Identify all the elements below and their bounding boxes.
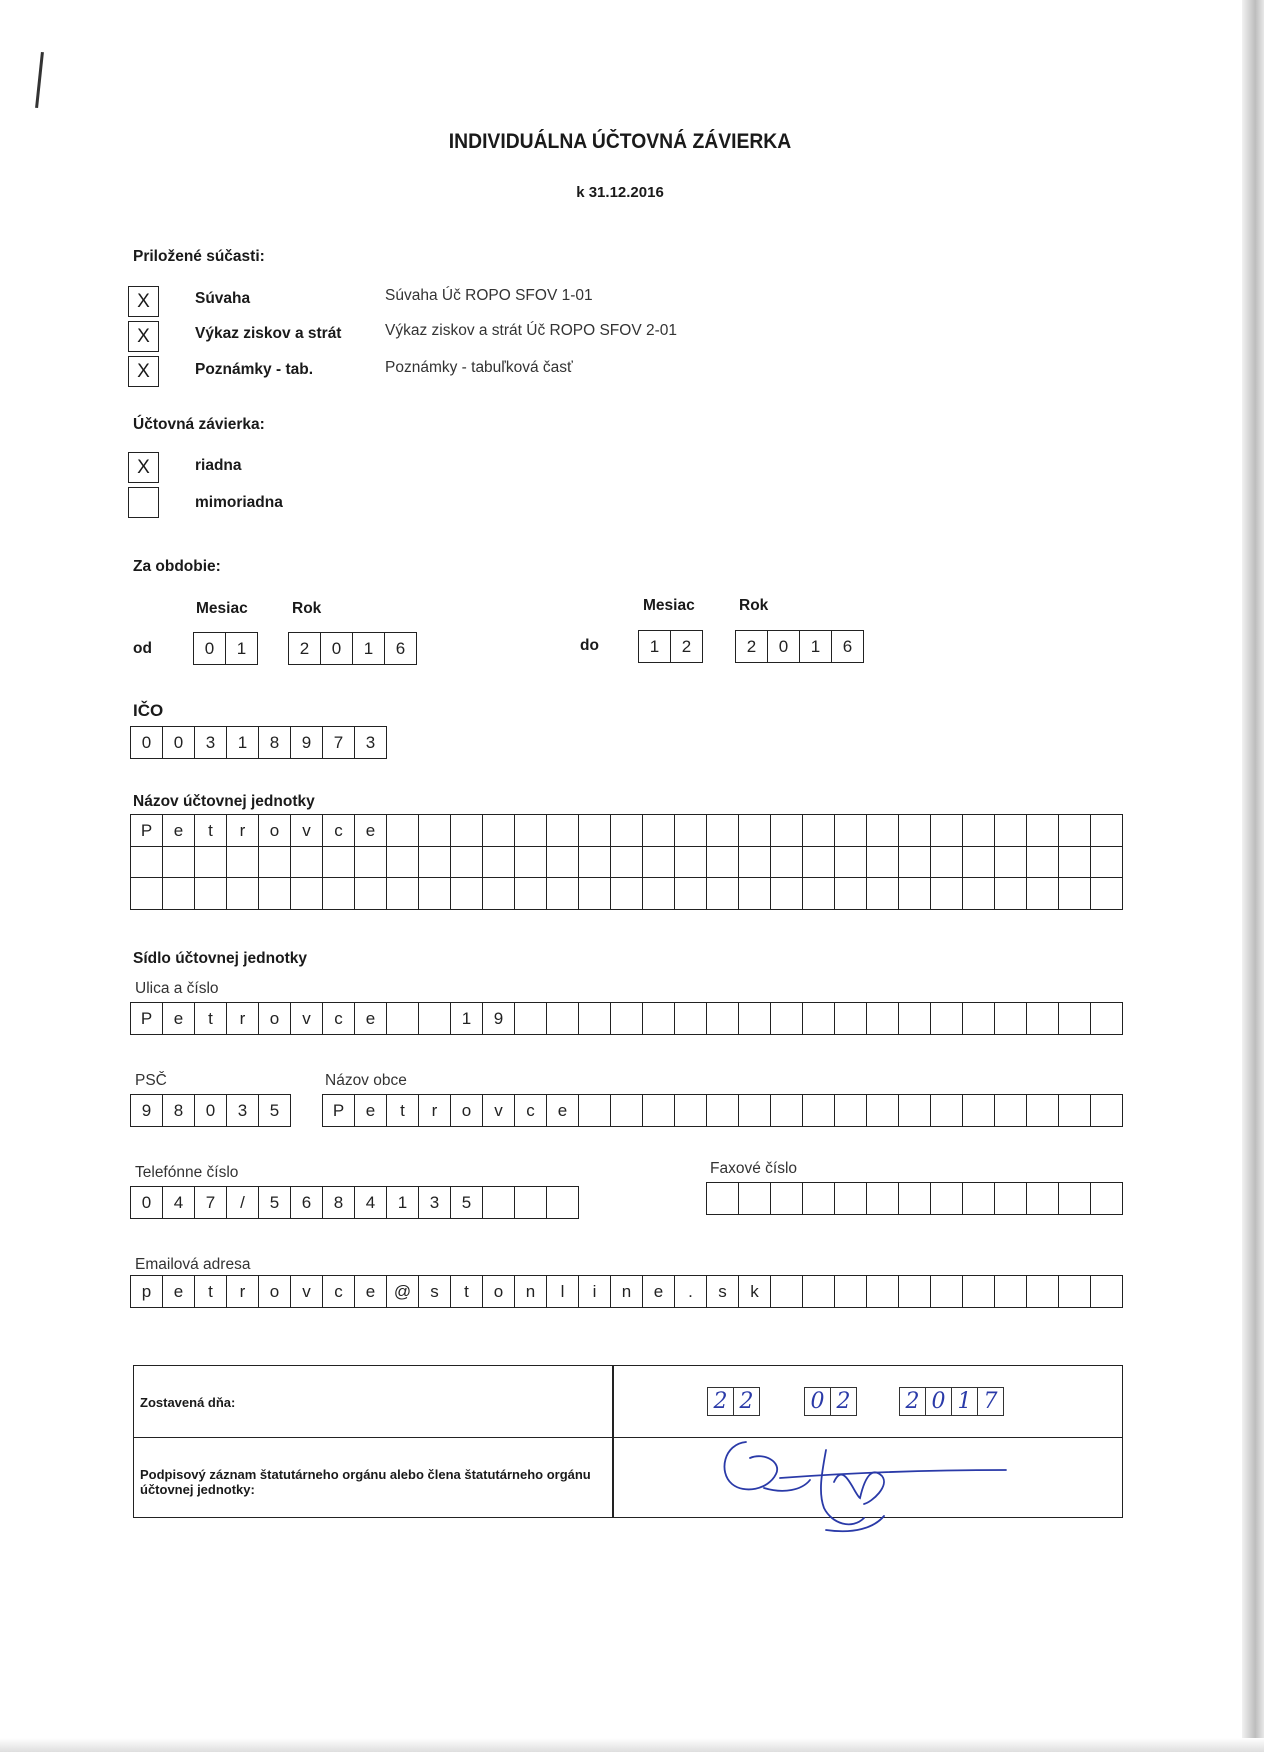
cell	[899, 1003, 931, 1035]
od-rok-field[interactable]	[288, 632, 417, 665]
fax-label: Faxové číslo	[710, 1160, 798, 1177]
cell: r	[227, 1003, 259, 1035]
cell	[931, 1183, 963, 1215]
cell	[419, 815, 451, 847]
cell: 0	[131, 1187, 163, 1219]
cell: 3	[195, 727, 227, 759]
cell	[1091, 1003, 1123, 1035]
cell	[771, 1276, 803, 1308]
signature-table-divider	[612, 1366, 614, 1517]
obec-field[interactable]	[322, 1094, 1123, 1127]
scan-edge-right	[1242, 0, 1264, 1752]
checkbox-poznamky[interactable]: X	[128, 356, 159, 387]
cell: c	[323, 815, 355, 847]
cell	[1027, 1003, 1059, 1035]
checkbox-mimoriadna[interactable]	[128, 487, 159, 518]
cell	[1059, 1003, 1091, 1035]
cell	[995, 846, 1027, 878]
cell	[547, 815, 579, 847]
podpis-label: Podpisový záznam štatutárneho orgánu alebo člena štatutárneho orgánu účtovnej jednotky:	[140, 1467, 591, 1497]
cell: e	[643, 1276, 675, 1308]
cell	[707, 846, 739, 878]
cell	[803, 815, 835, 847]
label-poznamky: Poznámky - tab.	[195, 361, 313, 378]
cell	[867, 1183, 899, 1215]
cell	[995, 1003, 1027, 1035]
handwritten-digit: 2	[900, 1388, 926, 1416]
zostavena-label: Zostavená dňa:	[140, 1395, 236, 1410]
cell	[1091, 1276, 1123, 1308]
ulica-label: Ulica a číslo	[135, 980, 219, 997]
checkbox-riadna[interactable]: X	[128, 452, 159, 483]
cell	[835, 878, 867, 910]
cell	[259, 846, 291, 878]
cell	[1059, 1183, 1091, 1215]
cell	[291, 846, 323, 878]
cell	[675, 1095, 707, 1127]
cell	[579, 846, 611, 878]
sidlo-heading: Sídlo účtovnej jednotky	[133, 950, 307, 967]
cell	[995, 878, 1027, 910]
cell: e	[355, 1276, 387, 1308]
cell	[1027, 1276, 1059, 1308]
cell	[675, 846, 707, 878]
cell: 9	[483, 1003, 515, 1035]
cell: i	[579, 1276, 611, 1308]
cell	[675, 815, 707, 847]
cell: r	[227, 1276, 259, 1308]
cell	[739, 878, 771, 910]
cell: e	[355, 1095, 387, 1127]
cell	[547, 1003, 579, 1035]
cell	[1091, 878, 1123, 910]
cell: 1	[226, 633, 258, 665]
cell: c	[323, 1276, 355, 1308]
cell	[483, 846, 515, 878]
cell: n	[611, 1276, 643, 1308]
label-riadna: riadna	[195, 457, 242, 474]
cell: r	[227, 815, 259, 847]
obdobie-heading: Za obdobie:	[133, 558, 221, 575]
cell	[739, 1183, 771, 1215]
cell	[835, 815, 867, 847]
cell: p	[131, 1276, 163, 1308]
cell: P	[131, 1003, 163, 1035]
cell	[515, 878, 547, 910]
cell	[323, 846, 355, 878]
cell	[803, 1003, 835, 1035]
label-suvaha: Súvaha	[195, 290, 251, 307]
cell	[867, 815, 899, 847]
cell: 2	[671, 631, 703, 663]
cell	[643, 815, 675, 847]
cell: t	[387, 1095, 419, 1127]
cell	[1059, 878, 1091, 910]
cell	[835, 1095, 867, 1127]
cell	[419, 1003, 451, 1035]
cell	[963, 1183, 995, 1215]
cell: o	[451, 1095, 483, 1127]
cell	[643, 878, 675, 910]
cell: e	[163, 815, 195, 847]
cell	[931, 1276, 963, 1308]
cell	[995, 1095, 1027, 1127]
do-rok-field[interactable]	[735, 630, 864, 663]
cell	[803, 878, 835, 910]
cell	[323, 878, 355, 910]
label-vykaz: Výkaz ziskov a strát	[195, 325, 342, 342]
cell	[707, 815, 739, 847]
cell: 0	[163, 727, 195, 759]
handwritten-digit: 2	[734, 1388, 760, 1416]
zostavena-rok-field[interactable]	[899, 1387, 1004, 1416]
cell	[739, 815, 771, 847]
cell	[1027, 846, 1059, 878]
cell: 9	[131, 1095, 163, 1127]
scan-edge-bottom	[0, 1738, 1264, 1752]
document-date: k 31.12.2016	[576, 184, 664, 201]
cell	[739, 1095, 771, 1127]
cell	[547, 878, 579, 910]
cell	[1027, 1183, 1059, 1215]
cell: 9	[291, 727, 323, 759]
cell: t	[451, 1276, 483, 1308]
od-mesiac-field[interactable]	[193, 632, 258, 665]
handwritten-digit: 1	[952, 1388, 978, 1416]
cell: n	[515, 1276, 547, 1308]
cell	[1091, 1183, 1123, 1215]
cell	[963, 815, 995, 847]
cell	[867, 846, 899, 878]
cell	[1091, 846, 1123, 878]
cell	[931, 815, 963, 847]
cell	[227, 878, 259, 910]
cell: e	[163, 1276, 195, 1308]
handwritten-digit: 0	[805, 1388, 831, 1416]
cell: 0	[321, 633, 353, 665]
cell	[867, 1276, 899, 1308]
cell	[163, 846, 195, 878]
cell	[611, 815, 643, 847]
cell	[931, 1003, 963, 1035]
cell: t	[195, 1276, 227, 1308]
cell	[739, 1003, 771, 1035]
cell: 0	[131, 727, 163, 759]
zostavena-den-field[interactable]	[707, 1387, 760, 1416]
cell: 6	[291, 1187, 323, 1219]
cell: o	[483, 1276, 515, 1308]
ulica-field[interactable]	[130, 1002, 1123, 1035]
cell	[547, 846, 579, 878]
cell	[995, 1183, 1027, 1215]
cell	[707, 1095, 739, 1127]
cell	[515, 815, 547, 847]
checkbox-vykaz[interactable]: X	[128, 321, 159, 352]
checkbox-suvaha[interactable]: X	[128, 286, 159, 317]
cell	[803, 1095, 835, 1127]
ico-label: IČO	[133, 701, 164, 720]
cell	[867, 878, 899, 910]
cell: t	[195, 1003, 227, 1035]
cell: 1	[227, 727, 259, 759]
cell	[803, 846, 835, 878]
cell: k	[739, 1276, 771, 1308]
cell: 0	[195, 1095, 227, 1127]
cell	[963, 1003, 995, 1035]
cell	[803, 1183, 835, 1215]
cell: /	[227, 1187, 259, 1219]
cell	[355, 878, 387, 910]
cell: v	[291, 815, 323, 847]
cell: .	[675, 1276, 707, 1308]
cell	[1059, 1095, 1091, 1127]
cell: 1	[353, 633, 385, 665]
cell	[707, 1183, 739, 1215]
telefon-label: Telefónne číslo	[135, 1164, 239, 1181]
cell	[611, 1003, 643, 1035]
cell	[387, 815, 419, 847]
cell: 6	[385, 633, 417, 665]
cell: 5	[451, 1187, 483, 1219]
cell: r	[419, 1095, 451, 1127]
cell: 4	[355, 1187, 387, 1219]
cell	[963, 846, 995, 878]
prilozene-heading: Priložené súčasti:	[133, 248, 265, 265]
cell	[1059, 815, 1091, 847]
cell	[707, 878, 739, 910]
do-label: do	[580, 637, 599, 654]
cell: 8	[163, 1095, 195, 1127]
cell: c	[323, 1003, 355, 1035]
cell	[451, 846, 483, 878]
cell	[195, 846, 227, 878]
ico-field[interactable]	[130, 726, 387, 759]
cell	[643, 846, 675, 878]
cell	[163, 878, 195, 910]
cell	[835, 1183, 867, 1215]
cell: s	[419, 1276, 451, 1308]
cell	[387, 846, 419, 878]
cell	[771, 846, 803, 878]
cell: e	[547, 1095, 579, 1127]
cell	[771, 878, 803, 910]
cell: o	[259, 1276, 291, 1308]
cell: 6	[832, 631, 864, 663]
cell	[131, 846, 163, 878]
scan-pen-mark	[35, 52, 44, 108]
cell: 3	[419, 1187, 451, 1219]
do-mesiac-field[interactable]	[638, 630, 703, 663]
cell	[931, 878, 963, 910]
cell	[1027, 1095, 1059, 1127]
cell	[899, 1276, 931, 1308]
cell: 7	[195, 1187, 227, 1219]
cell: 2	[736, 631, 768, 663]
nazov-row-3[interactable]	[130, 878, 1123, 910]
cell	[611, 1095, 643, 1127]
cell	[579, 1003, 611, 1035]
cell	[995, 1276, 1027, 1308]
cell	[867, 1003, 899, 1035]
document-title: INDIVIDUÁLNA ÚČTOVNÁ ZÁVIERKA	[448, 130, 792, 153]
handwritten-digit: 2	[831, 1388, 857, 1416]
cell	[835, 1276, 867, 1308]
cell	[707, 1003, 739, 1035]
fax-field[interactable]	[706, 1182, 1123, 1215]
desc-suvaha: Súvaha Úč ROPO SFOV 1-01	[385, 287, 593, 304]
od-label: od	[133, 640, 152, 657]
nazov-row-1[interactable]	[130, 814, 1123, 847]
cell	[515, 846, 547, 878]
cell	[867, 1095, 899, 1127]
psc-label: PSČ	[135, 1072, 167, 1089]
cell	[963, 878, 995, 910]
cell	[515, 1187, 547, 1219]
cell	[771, 1183, 803, 1215]
cell	[899, 815, 931, 847]
cell	[899, 846, 931, 878]
cell: 1	[451, 1003, 483, 1035]
cell	[227, 846, 259, 878]
cell	[835, 1003, 867, 1035]
cell	[547, 1187, 579, 1219]
cell: 3	[227, 1095, 259, 1127]
cell	[195, 878, 227, 910]
cell: 8	[259, 727, 291, 759]
cell: @	[387, 1276, 419, 1308]
cell	[483, 1187, 515, 1219]
cell: 1	[639, 631, 671, 663]
nazov-label: Názov účtovnej jednotky	[133, 793, 315, 810]
cell: v	[291, 1003, 323, 1035]
cell	[419, 846, 451, 878]
cell: 5	[259, 1095, 291, 1127]
cell	[771, 1003, 803, 1035]
cell	[515, 1003, 547, 1035]
handwritten-digit: 2	[708, 1388, 734, 1416]
zavierka-heading: Účtovná závierka:	[133, 416, 265, 433]
cell	[675, 878, 707, 910]
cell	[1091, 1095, 1123, 1127]
cell	[963, 1095, 995, 1127]
cell	[675, 1003, 707, 1035]
cell	[803, 1276, 835, 1308]
signature-image	[714, 1432, 1014, 1542]
cell	[1091, 815, 1123, 847]
cell	[611, 878, 643, 910]
nazov-row-2[interactable]	[130, 846, 1123, 878]
cell	[451, 815, 483, 847]
cell	[387, 878, 419, 910]
telefon-field[interactable]	[130, 1186, 579, 1219]
cell	[483, 878, 515, 910]
cell: v	[483, 1095, 515, 1127]
label-mimoriadna: mimoriadna	[195, 494, 283, 511]
cell: o	[259, 1003, 291, 1035]
cell	[835, 846, 867, 878]
od-mesiac-label: Mesiac	[196, 600, 248, 617]
cell: 2	[289, 633, 321, 665]
desc-vykaz: Výkaz ziskov a strát Úč ROPO SFOV 2-01	[385, 322, 677, 339]
desc-poznamky: Poznámky - tabuľková časť	[385, 359, 573, 376]
cell	[291, 878, 323, 910]
cell	[131, 878, 163, 910]
cell: 7	[323, 727, 355, 759]
cell	[771, 1095, 803, 1127]
cell	[579, 1095, 611, 1127]
do-mesiac-label: Mesiac	[643, 597, 695, 614]
cell: 3	[355, 727, 387, 759]
cell	[995, 815, 1027, 847]
signature-table	[133, 1365, 1123, 1518]
email-label: Emailová adresa	[135, 1256, 251, 1273]
cell: 1	[800, 631, 832, 663]
handwritten-digit: 0	[926, 1388, 952, 1416]
handwritten-digit: 7	[978, 1388, 1004, 1416]
cell: t	[195, 815, 227, 847]
cell	[483, 815, 515, 847]
cell	[419, 878, 451, 910]
cell	[355, 846, 387, 878]
cell	[1027, 878, 1059, 910]
email-field[interactable]	[130, 1275, 1123, 1308]
cell	[387, 1003, 419, 1035]
cell	[579, 878, 611, 910]
od-rok-label: Rok	[292, 600, 322, 617]
cell: e	[355, 1003, 387, 1035]
cell	[899, 878, 931, 910]
cell: 0	[194, 633, 226, 665]
cell: e	[163, 1003, 195, 1035]
cell	[1027, 815, 1059, 847]
cell	[451, 878, 483, 910]
cell	[1059, 846, 1091, 878]
cell	[771, 815, 803, 847]
cell: 1	[387, 1187, 419, 1219]
cell	[611, 846, 643, 878]
cell: P	[131, 815, 163, 847]
cell	[1059, 1276, 1091, 1308]
cell: c	[515, 1095, 547, 1127]
cell	[931, 1095, 963, 1127]
cell: 8	[323, 1187, 355, 1219]
psc-field[interactable]	[130, 1094, 291, 1127]
obec-label: Názov obce	[325, 1072, 407, 1089]
cell: 4	[163, 1187, 195, 1219]
zostavena-mesiac-field[interactable]	[804, 1387, 857, 1416]
cell	[739, 846, 771, 878]
cell	[931, 846, 963, 878]
cell	[643, 1095, 675, 1127]
cell: v	[291, 1276, 323, 1308]
cell: e	[355, 815, 387, 847]
cell	[259, 878, 291, 910]
cell: 0	[768, 631, 800, 663]
cell: s	[707, 1276, 739, 1308]
cell: l	[547, 1276, 579, 1308]
do-rok-label: Rok	[739, 597, 769, 614]
cell	[643, 1003, 675, 1035]
cell: P	[323, 1095, 355, 1127]
cell	[579, 815, 611, 847]
cell	[963, 1276, 995, 1308]
cell: 5	[259, 1187, 291, 1219]
cell	[899, 1183, 931, 1215]
cell: o	[259, 815, 291, 847]
cell	[899, 1095, 931, 1127]
